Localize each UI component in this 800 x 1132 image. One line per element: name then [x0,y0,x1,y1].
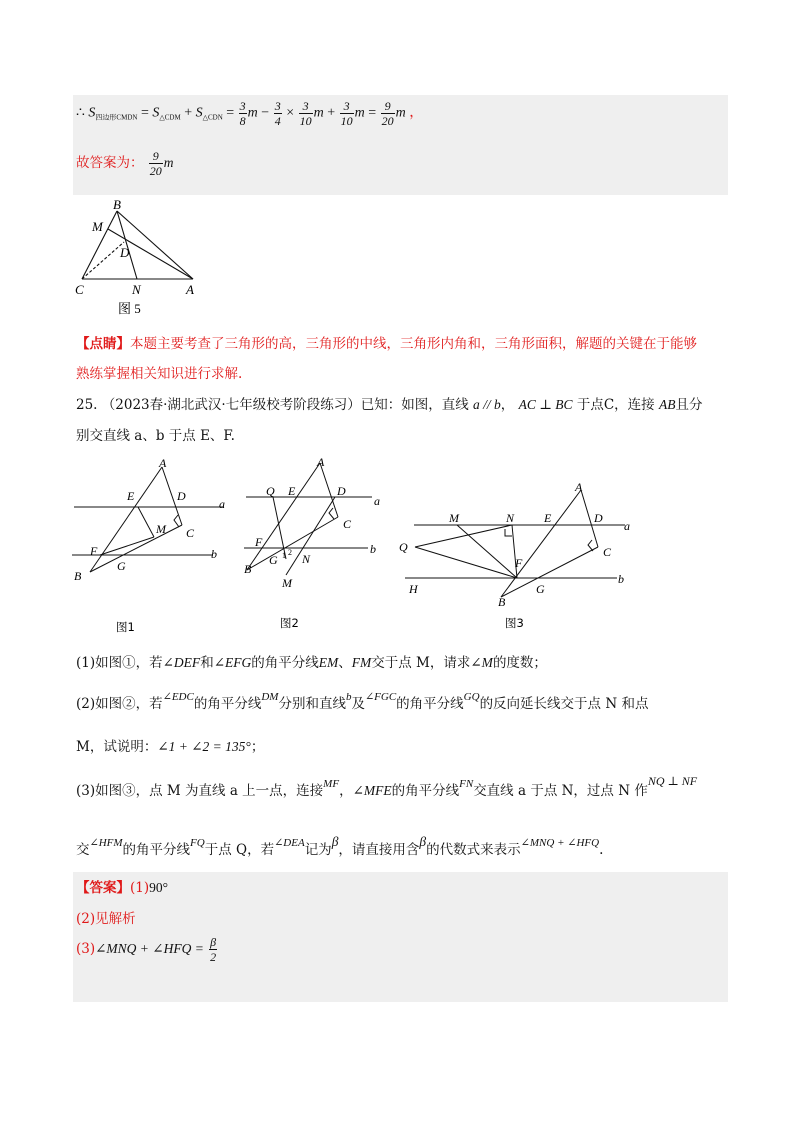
label-D: D [177,489,186,503]
label-2: 2 [288,548,292,557]
area-equation: ∴ $S_{四边形CMDN} = S_{\triangle CDM} + S_{\triangle CDN}$ = $\frac{3}{8}$ m − $\frac{3}{4}$ × $\frac{3}{10}$ m + $\frac{3}{10}$ m = $\frac{9}{20}$ m ， [76,99,424,128]
label-C: C [186,526,195,540]
label-M: M [282,576,292,590]
answer-2: (2)见解析 [76,911,136,927]
label-E: E [288,484,296,498]
label-C: C [75,282,84,297]
figure-1-caption: 图1 [116,620,135,634]
comment-line-2: 熟练掌握相关知识进行求解. [76,366,243,382]
label-D: D [337,484,346,498]
label-B: B [498,595,506,609]
figure-2 [240,455,390,635]
answer-line: 故答案为： $\frac{9}{20}$ m [76,149,174,178]
figure-1 [70,455,240,640]
label-G: G [536,582,545,596]
figure-3 [395,475,640,635]
label-N: N [506,511,515,525]
label-M: M [92,219,103,234]
label-A: A [186,282,194,297]
label-F: F [255,535,263,549]
answer-1: 【答案】(1)90° [76,880,169,896]
label-a: a [624,519,630,533]
label-A: A [575,480,583,494]
question-1: (1)如图①，若∠DEF和∠EFG的角平分线EM、FM交于点 M，请求∠M的度数； [76,655,547,671]
label-N: N [302,552,311,566]
label-F: F [515,556,523,570]
figure-2-caption: 图2 [280,616,299,630]
label-M: M [449,511,459,525]
label-E: E [127,489,135,503]
problem-25-line-1: 25. （2023春·湖北武汉·七年级校考阶段练习）已知：如图，直线 a // b， AC ⊥ BC 于点C，连接 AB且分 [76,397,703,413]
label-a: a [219,497,225,511]
label-B: B [113,197,121,212]
answer-3: (3)∠MNQ + ∠HFQ = $\frac{\beta}{2}$ [76,935,217,964]
question-3-line-2: 交$^{\angle HFM}$的角平分线$^{FQ}$于点 Q，若$^{\angle DEA}$记为β，请直接用含β的代数式来表示$^{\angle MNQ + \angle HFQ}$. [76,834,604,858]
label-F: F [90,544,98,558]
label-C: C [343,517,352,531]
label-a: a [374,494,380,508]
label-N: N [132,282,141,297]
label-B: B [74,569,82,583]
label-D: D [120,245,130,260]
label-G: G [117,559,126,573]
label-B: B [244,562,252,576]
label-C: C [603,545,612,559]
label-E: E [544,511,552,525]
question-2-line-2: M，试说明：∠1 + ∠2 = 135°； [76,739,265,755]
figure-5 [75,197,197,319]
label-G: G [269,553,278,567]
label-D: D [594,511,603,525]
comment-line-1: 【点睛】本题主要考查了三角形的高，三角形的中线，三角形内角和，三角形面积，解题的关键在于能够 [76,336,697,352]
figure-3-caption: 图3 [505,616,524,630]
label-Q: Q [399,540,408,554]
label-H: H [409,582,418,596]
label-b: b [211,547,217,561]
label-A: A [159,456,167,470]
label-b: b [370,542,376,556]
label-1: 1 [282,551,286,560]
question-2-line-1: (2)如图②，若$^{\angle EDC}$的角平分线$^{DM}$分别和直线$^b$及$^{\angle FGC}$的角平分线$^{GQ}$的反向延长线交于点 N 和点 [76,691,649,712]
label-Q: Q [266,484,275,498]
figure-5-caption: 图 5 [118,301,141,316]
label-M: M [156,522,166,536]
problem-25-line-2: 别交直线 a、b 于点 E、F. [76,428,235,444]
question-3-line-1: (3)如图③，点 M 为直线 a 上一点，连接$^{MF}$，∠MFE的角平分线$^{FN}$交直线 a 于点 N，过点 N 作NQ ⊥ NF [76,774,698,799]
label-b: b [618,572,624,586]
label-A: A [317,455,325,469]
